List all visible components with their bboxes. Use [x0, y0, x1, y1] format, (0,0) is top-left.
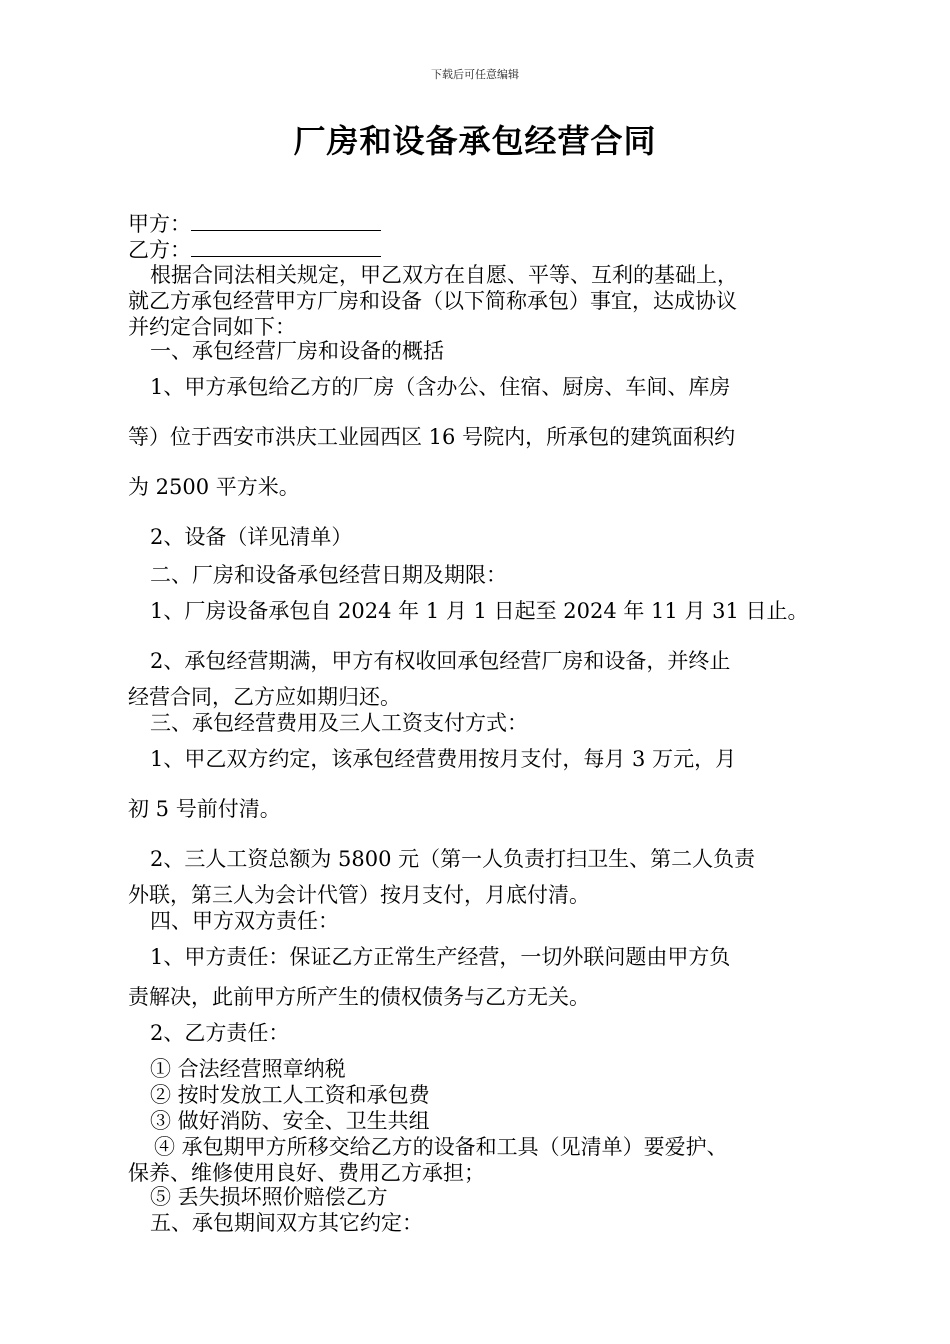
list-item: ③ 做好消防、安全、卫生共组 [150, 1109, 430, 1133]
s3-p1-line: 1、甲乙双方约定，该承包经营费用按月支付，每月 3 万元，月 [150, 747, 737, 771]
section-4-title: 四、甲方双方责任： [150, 909, 339, 933]
party-b-line [128, 236, 381, 263]
s2-p1: 1、厂房设备承包自 2024 年 1 月 1 日起至 2024 年 11 月 31 日止。 [150, 599, 809, 623]
s2-p2-line: 经营合同，乙方应如期归还。 [128, 685, 401, 709]
list-item: ④ 承包期甲方所移交给乙方的设备和工具（见清单）要爱护、 [154, 1135, 728, 1159]
list-item: ① 合法经营照章纳税 [150, 1057, 346, 1081]
section-5-title: 五、承包期间双方其它约定： [150, 1211, 423, 1235]
s1-p1-line: 等）位于西安市洪庆工业园西区 16 号院内，所承包的建筑面积约 [128, 425, 736, 449]
list-item: ⑤ 丢失损坏照价赔偿乙方 [150, 1185, 388, 1209]
party-a-line [128, 210, 381, 237]
intro-line: 就乙方承包经营甲方厂房和设备（以下简称承包）事宜，达成协议 [128, 289, 737, 313]
section-1-title: 一、承包经营厂房和设备的概括 [150, 339, 444, 363]
s2-p2-line: 2、承包经营期满，甲方有权收回承包经营厂房和设备，并终止 [150, 649, 731, 673]
party-b-label: 乙方： [128, 238, 191, 262]
s3-p2-line: 外联，第三人为会计代管）按月支付，月底付清。 [128, 883, 590, 907]
party-a-label: 甲方： [128, 212, 191, 236]
s1-p1-line: 1、甲方承包给乙方的厂房（含办公、住宿、厨房、车间、库房 [150, 375, 731, 399]
s1-p1-line: 为 2500 平方米。 [128, 475, 300, 499]
section-2-title: 二、厂房和设备承包经营日期及期限： [150, 563, 507, 587]
party-a-blank [191, 210, 381, 231]
s3-p2-line: 2、三人工资总额为 5800 元（第一人负责打扫卫生、第二人负责 [150, 847, 756, 871]
intro-line: 根据合同法相关规定，甲乙双方在自愿、平等、互利的基础上， [150, 263, 738, 287]
list-item: ② 按时发放工人工资和承包费 [150, 1083, 430, 1107]
s3-p1-line: 初 5 号前付清。 [128, 797, 281, 821]
s4-p1-line: 责解决，此前甲方所产生的债权债务与乙方无关。 [128, 985, 590, 1009]
s4-p1-line: 1、甲方责任：保证乙方正常生产经营，一切外联问题由甲方负 [150, 945, 731, 969]
s4-p2: 2、乙方责任： [150, 1021, 290, 1045]
s1-p2: 2、设备（详见清单） [150, 525, 353, 549]
intro-line: 并约定合同如下： [128, 315, 296, 339]
party-b-blank [191, 236, 381, 257]
section-3-title: 三、承包经营费用及三人工资支付方式： [150, 711, 528, 735]
list-item: 保养、维修使用良好、费用乙方承担； [128, 1161, 485, 1185]
header-note: 下载后可任意编辑 [431, 68, 519, 81]
page-title: 厂房和设备承包经营合同 [293, 122, 657, 160]
